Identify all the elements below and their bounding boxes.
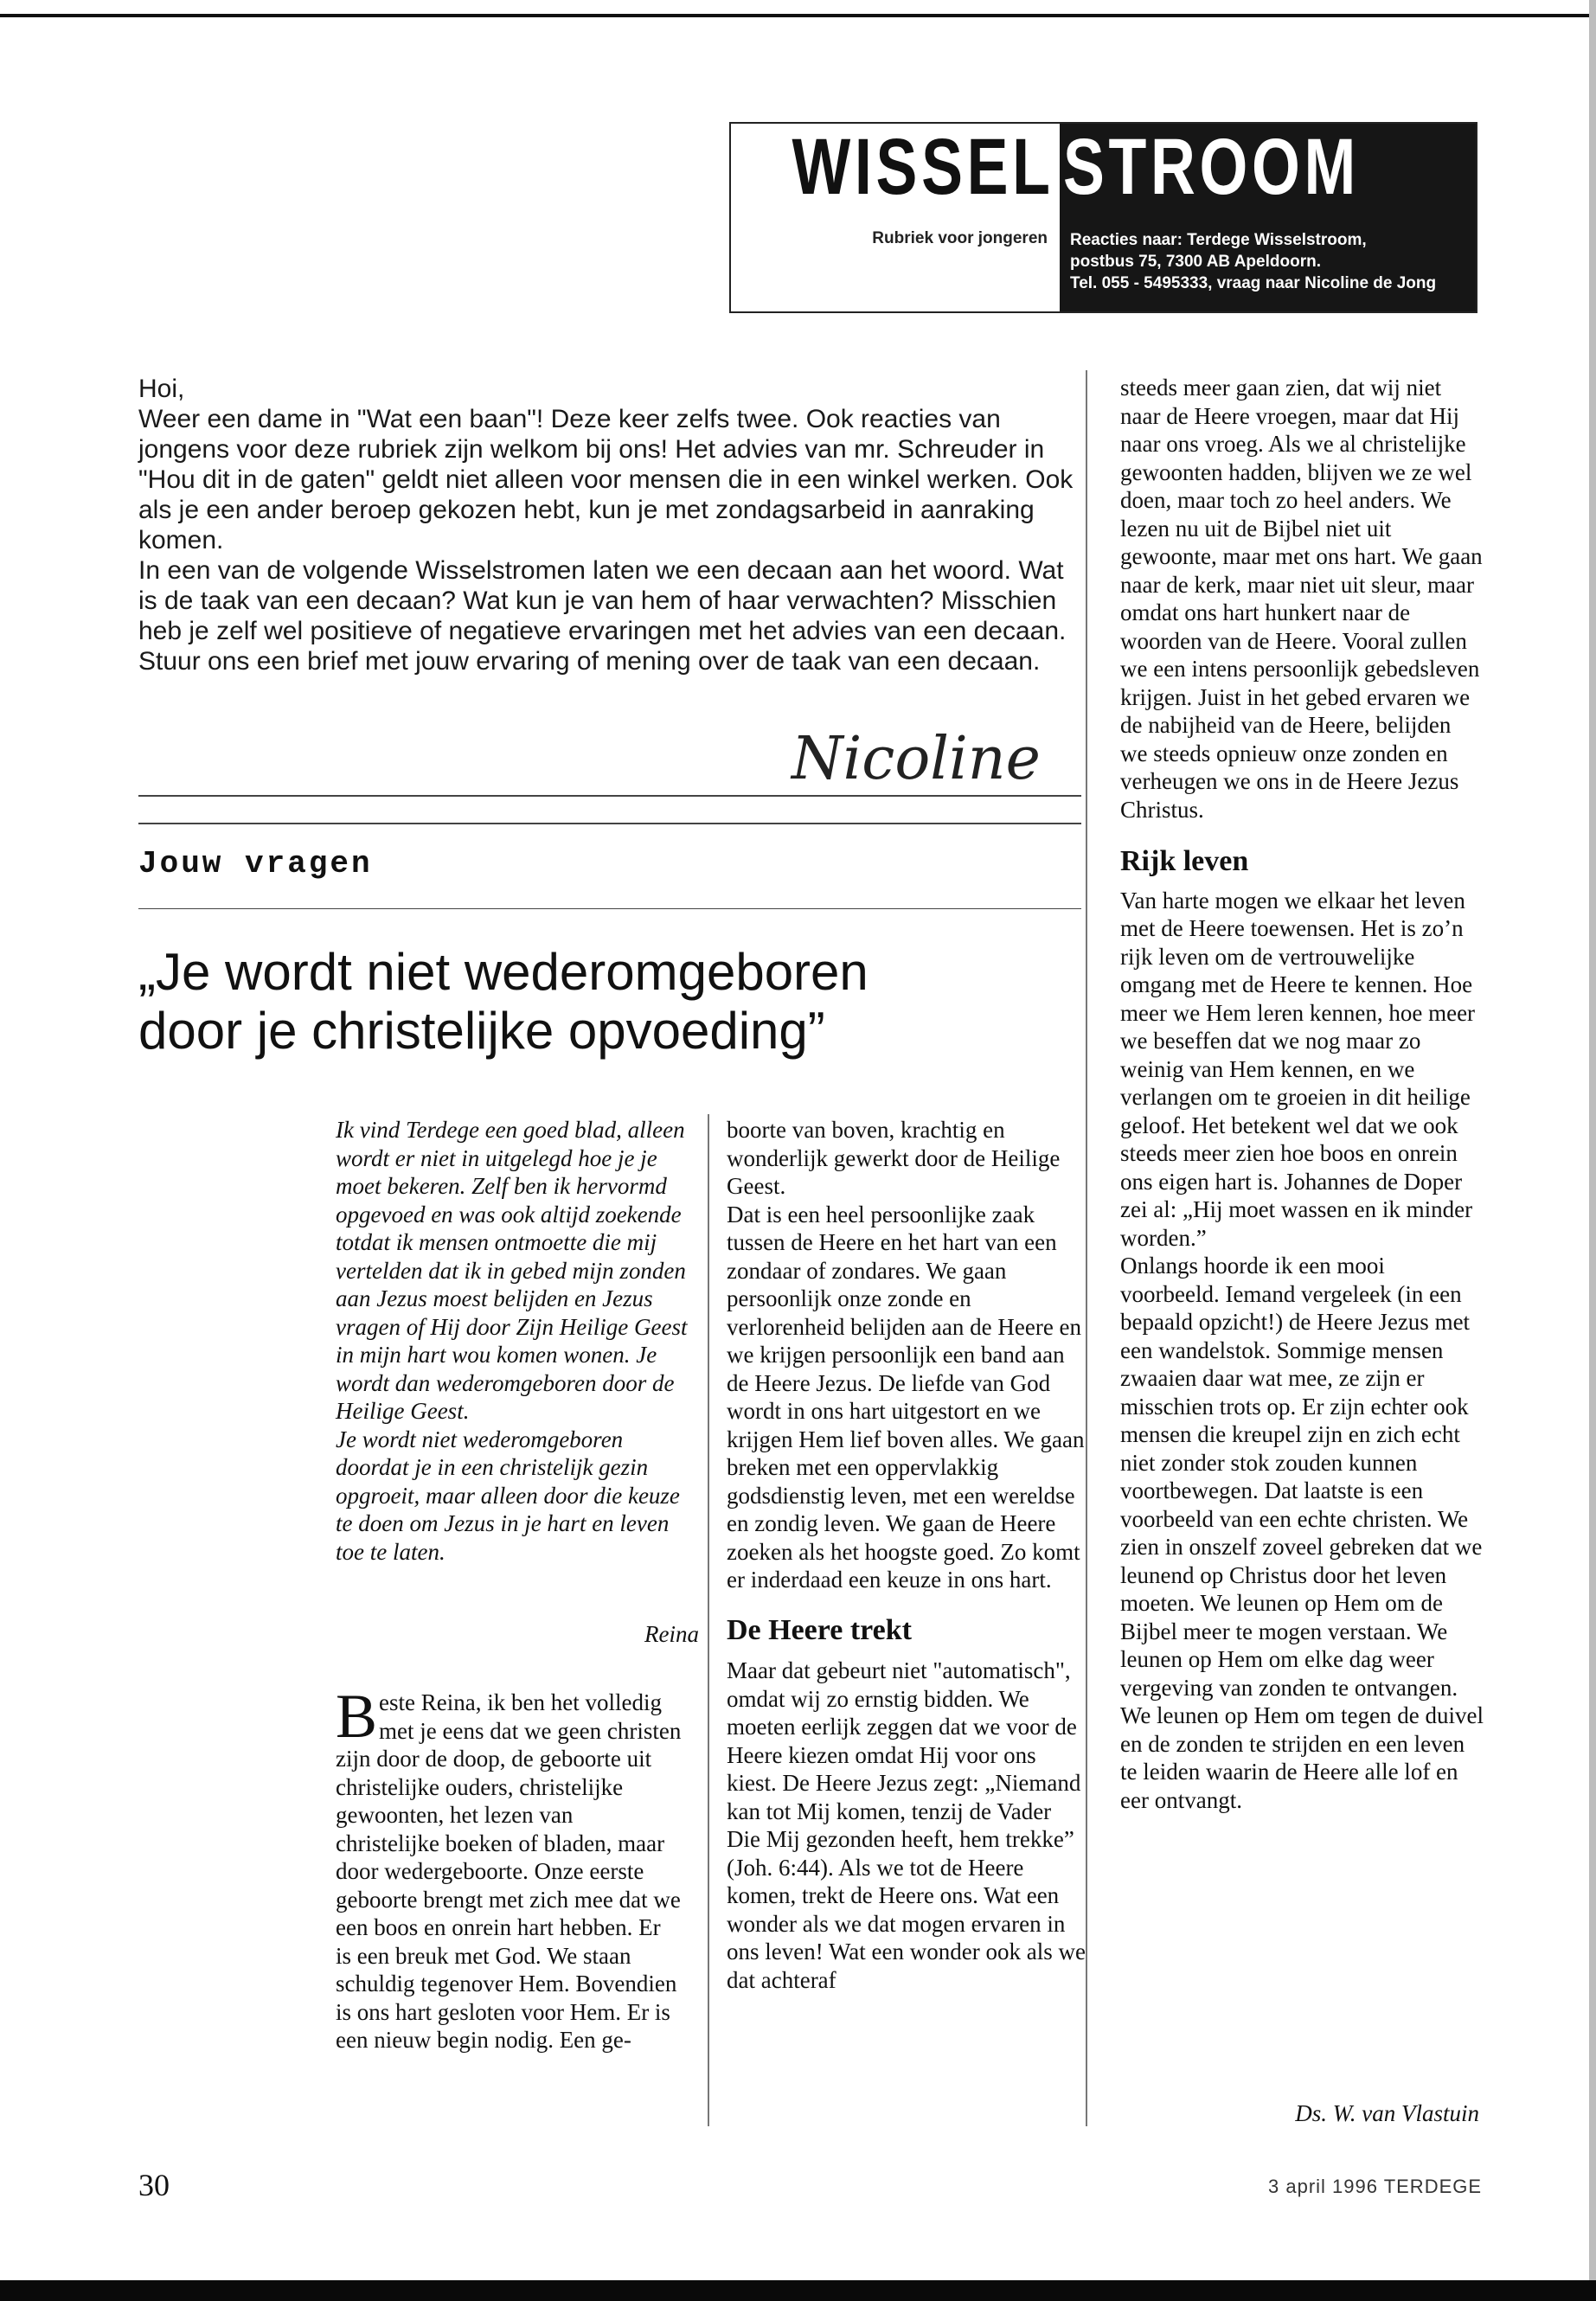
answer-column-1 [336, 1682, 682, 2054]
answer-text: este Reina, ik ben het volledig met je eens dat we geen christen zijn door de doop, de geboorte uit christelijke ouders, christelijke gewoonten, het lezen van christelijke boeken of bladen, maar door wedergeboorte. Onze eerste geboorte brengt met zich mee dat we een boos en onrein hart hebben. Er is een breuk met God. We staan schuldig tegenover Hem. Bovendien is ons hart gesloten voor Hem. Er is een nieuw begin nodig. Een ge- [336, 1689, 682, 2053]
contact-line: postbus 75, 7300 AB Apeldoorn. [1070, 253, 1321, 271]
logo-stroom: STROOM [1063, 123, 1361, 211]
page-number: 30 [138, 2168, 170, 2202]
article-headline [138, 943, 1073, 1061]
divider-rule [138, 908, 1081, 909]
answer-paragraph: Van harte mogen we elkaar het leven met de Heere toewensen. Het is zo’n rijk leven om de vertrouwelijke omgang met de Heere te kennen. Hoe meer we Hem leren kennen, hoe meer we beseffen dat we nog maar zo weinig van Hem kennen, en we verlangen om te groeien in dit heilige geloof. Het betekent wel dat we ook steeds meer zien hoe boos en onrein ons eigen hart is. Johannes de Doper zei al: „Hij moet wassen en ik minder worden.” [1120, 887, 1476, 1251]
intro-text [138, 374, 1077, 676]
intro-paragraph: Weer een dame in "Wat een baan"! Deze keer zelfs twee. Ook reacties van jongens voor deze rubriek zijn welkom bij ons! Het advies van mr. Schreuder in "Hou dit in de gaten" geldt niet alleen voor mensen die in een winkel werken. Ook als je een ander beroep gekozen hebt, kun je met zondagsarbeid in aanraking komen. [138, 405, 1074, 554]
contact-line: Tel. 055 - 5495333, vraag naar Nicoline de Jong [1070, 274, 1437, 292]
letter-paragraph: Ik vind Terdege een goed blad, alleen wordt er niet in uitgelegd hoe je je moet bekeren. Zelf ben ik hervormd opgevoed en was ook altijd zoekende totdat ik mensen ontmoette die mij vertelden dat ik in gebed mijn zonden aan Jezus moest belijden en Jezus vragen of Hij door Zijn Heilige Geest in mijn hart wou komen wonen. Je wordt dan wederomgeboren door de Heilige Geest. [336, 1117, 688, 1424]
answer-column-2 [727, 1116, 1086, 1994]
intro-greeting: Hoi, [138, 375, 185, 403]
answer-paragraph: boorte van boven, krachtig en wonderlijk gewerkt door de Heilige Geest. [727, 1117, 1061, 1199]
subheading: Rijk leven [1120, 845, 1249, 877]
column-rule [1086, 370, 1087, 2126]
issue-info: 3 april 1996 TERDEGE [1268, 2176, 1483, 2197]
page-edge [1589, 0, 1596, 2301]
headline-line: door je christelijke opvoeding” [138, 1002, 825, 1060]
answer-column-3 [1120, 374, 1484, 1814]
letter-paragraph: Je wordt niet wederomgeboren doordat je in een christelijk gezin opgroeit, maar alleen door die keuze te doen om Jezus in je hart en leven toe te laten. [336, 1426, 680, 1565]
bottom-border [0, 2280, 1596, 2301]
answer-paragraph: Maar dat gebeurt niet "automatisch", omdat wij zo ernstig bidden. We moeten eerlijk zeggen dat we voor de Heere kiezen omdat Hij voor ons kiest. De Heere Jezus zegt: „Niemand kan tot Mij komen, tenzij de Vader Die Mij gezonden heeft, hem trekke” (Joh. 6:44). Als we tot de Heere komen, trekt de Heere ons. Wat een wonder als we dat mogen ervaren in ons leven! Wat een wonder ook als we dat achteraf [727, 1657, 1086, 1993]
column-header [729, 122, 1477, 313]
column-rule [708, 1114, 709, 2126]
divider-rule [138, 823, 1081, 824]
headline-line: „Je wordt niet wederomgeboren [138, 943, 869, 1001]
logo-wissel: WISSEL [792, 123, 1054, 211]
header-subtitle: Rubriek voor jongeren [872, 229, 1048, 247]
drop-cap: B [336, 1682, 378, 1751]
subheading: De Heere trekt [727, 1613, 912, 1646]
answer-paragraph: Dat is een heel persoonlijke zaak tussen de Heere en het hart van een zondaar of zondares. We gaan persoonlijk onze zonde en verlorenheid belijden aan de Heere en we krijgen persoonlijk een band aan de Heere Jezus. De liefde van God wordt in ons hart uitgestort en we krijgen Hem lief boven alles. We gaan breken met een oppervlakkig godsdienstig leven, met een wereldse en zondig leven. We gaan de Heere zoeken als het hoogste goed. Zo komt er inderdaad een keuze in ons hart. [727, 1201, 1085, 1593]
divider-rule [138, 795, 1081, 797]
intro-paragraph: In een van de volgende Wisselstromen laten we een decaan aan het woord. Wat is de taak van een decaan? Wat kun je van hem of haar verwachten? Misschien heb je zelf wel positieve of negatieve ervaringen met het advies van een decaan. Stuur ons een brief met jouw ervaring of mening over de taak van een decaan. [138, 556, 1067, 676]
header-right-panel [1060, 124, 1476, 311]
contact-info [1070, 229, 1436, 294]
article-author: Ds. W. van Vlastuin [1295, 2100, 1479, 2126]
top-border [0, 14, 1596, 17]
reader-letter [336, 1116, 699, 1566]
answer-paragraph: steeds meer gaan zien, dat wij niet naar de Heere vroegen, maar dat Hij naar ons vroeg. Als we al christelijke gewoonten hadden, blijven we ze wel doen, maar toch zo heel anders. We lezen nu uit de Bijbel niet uit gewoonte, maar met ons hart. We gaan naar de kerk, maar niet uit sleur, maar omdat ons hart hunkert naar de woorden van de Heere. Vooral zullen we een intens persoonlijk gebedsleven krijgen. Juist in het gebed ervaren we de nabijheid van de Heere, belijden we steeds opnieuw onze zonden en verheugen we ons in de Heere Jezus Christus. [1120, 375, 1483, 823]
header-left-panel [731, 124, 1060, 311]
signature-text: Nicoline [792, 725, 1041, 793]
letter-sender: Reina [644, 1621, 699, 1647]
section-title: Jouw vragen [138, 846, 373, 881]
signature-nicoline [783, 709, 1060, 804]
answer-paragraph: Onlangs hoorde ik een mooi voorbeeld. Iemand vergeleek (in een bepaald opzicht!) de Heere Jezus met een wandelstok. Sommige mensen zwaaien daar wat mee, ze zijn er misschien trots op. Er zijn echter ook mensen die kreupel zijn en zich echt niet zonder stok zouden kunnen voortbewegen. Dat laatste is een voorbeeld van een echte christen. We zien in onszelf zoveel gebreken dat we leunend op Christus door het leven moeten. We leunen op Hem om de Bijbel meer te mogen verstaan. We leunen op Hem om elke dag weer vergeving van zonden te ontvangen. We leunen op Hem om tegen de duivel en de zonden te strijden en een leven te leiden waarin de Heere alle lof en eer ontvangt. [1120, 1253, 1484, 1813]
contact-line: Reacties naar: Terdege Wisselstroom, [1070, 231, 1367, 249]
